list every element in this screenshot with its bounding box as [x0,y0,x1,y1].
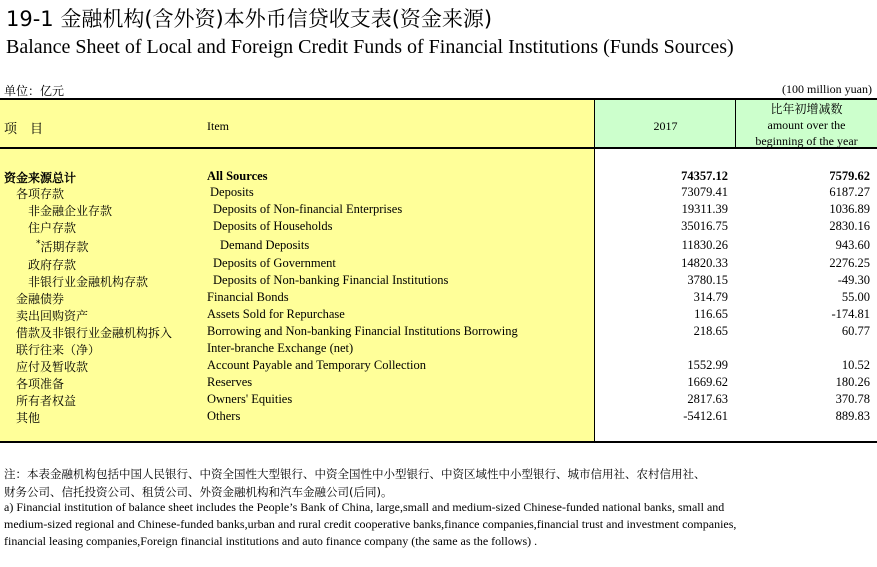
value-2017: 314.79 [693,290,728,304]
value-2017: 1669.62 [687,375,728,389]
table-row [0,272,877,289]
footnote-english-line2: medium-sized regional and Chinese-funded banks,urban and rural credit cooperative banks,finance companies,financial trust and investment companies, [4,517,737,531]
value-change: 370.78 [835,392,870,406]
row-label-english: Assets Sold for Repurchase [207,307,345,321]
value-2017: 218.65 [693,324,728,338]
value-2017: 11830.26 [681,238,728,252]
value-2017: -5412.61 [683,409,728,423]
value-2017: 3780.15 [687,273,728,287]
row-label-chinese: 其他 [16,411,41,425]
table-row [0,237,877,254]
value-change: 10.52 [841,358,870,372]
row-label-english: Deposits of Non-financial Enterprises [213,202,403,216]
row-label-english: All Sources [207,169,268,183]
row-label-english: Deposits of Government [213,256,336,270]
value-change: 6187.27 [829,185,870,199]
footnote-english-line3: financial leasing companies,Foreign financial institutions and auto finance company (the same as the follows) . [4,534,538,548]
header-change-label [736,101,877,149]
value-2017: 73079.41 [681,185,728,199]
header-change-chinese: 比年初增减数 [770,102,843,116]
row-label-english: Borrowing and Non-banking Financial Institutions Borrowing [207,324,518,338]
table-body [0,149,877,443]
row-label-chinese: 各项准备 [16,377,65,391]
table-row [0,374,877,391]
row-label-chinese-text: 活期存款 [40,240,89,254]
footnote-chinese-line2: 财务公司、信托投资公司、租赁公司、外资金融机构和汽车金融公司(后同)。 [4,485,393,499]
value-change: 7579.62 [829,169,870,183]
footnote-marker: * [36,239,41,249]
row-label-chinese: 所有者权益 [16,394,77,408]
table-row [0,289,877,306]
row-label-chinese: 借款及非银行业金融机构拆入 [16,326,173,340]
row-label-chinese: 应付及暂收款 [16,360,89,374]
value-change: 1036.89 [829,202,870,216]
table-row [0,218,877,235]
balance-sheet-table [0,98,877,443]
footnote-chinese-line1: 注：本表金融机构包括中国人民银行、中资全国性大型银行、中资全国性中小型银行、中资区域性中小型银行、城市信用社、农村信用社、 [4,467,706,481]
row-label-chinese: 联行往来（净） [16,343,101,357]
value-change: 889.83 [835,409,870,423]
value-change: -174.81 [831,307,870,321]
row-label-english: Deposits of Households [213,219,333,233]
value-2017: 2817.63 [687,392,728,406]
table-row [0,201,877,218]
value-2017: 19311.39 [681,202,728,216]
unit-label-english: (100 million yuan) [782,82,872,96]
footnote-english-line1: a) Financial institution of balance sheet includes the People’s Bank of China, large,small and medium-sized Chinese-funded national banks, small and [4,500,725,514]
row-label-english: Owners' Equities [207,392,293,406]
table-row [0,340,877,357]
header-change-cell [736,100,877,147]
header-change-english-line1: amount over the [767,118,846,132]
row-label-english: Reserves [207,375,253,389]
row-label-chinese: 卖出回购资产 [16,309,89,323]
header-item-english: Item [207,119,229,133]
row-label-chinese [36,238,89,255]
row-label-english: Demand Deposits [220,238,310,252]
row-label-english: Financial Bonds [207,290,289,304]
row-label-chinese: 政府存款 [28,258,77,272]
value-change: 943.60 [835,238,870,252]
header-year-cell [595,100,736,147]
value-2017: 14820.33 [681,256,728,270]
table-row [0,323,877,340]
table-row [0,168,877,185]
row-label-chinese: 各项存款 [16,187,65,201]
page-title-english: Balance Sheet of Local and Foreign Credit Funds of Financial Institutions (Funds Sources) [6,36,734,58]
table-row [0,255,877,272]
value-change: 2276.25 [829,256,870,270]
header-item-cell [0,100,595,147]
row-label-chinese: 非银行业金融机构存款 [28,275,149,289]
table-row [0,391,877,408]
row-label-chinese: 金融债券 [16,292,65,306]
row-label-english: Deposits [210,185,254,199]
row-label-english: Deposits of Non-banking Financial Institutions [213,273,449,287]
header-year: 2017 [653,119,678,133]
value-2017: 35016.75 [681,219,728,233]
value-2017: 74357.12 [681,169,728,183]
header-item-chinese: 项 目 [4,122,44,137]
page-title-chinese: 19-1 金融机构(含外资)本外币信贷收支表(资金来源) [6,7,493,31]
row-label-chinese: 非金融企业存款 [28,204,113,218]
row-label-english: Others [207,409,241,423]
value-change: 55.00 [841,290,870,304]
row-label-english: Account Payable and Temporary Collection [207,358,426,372]
row-label-chinese: 住户存款 [28,221,77,235]
table-row [0,408,877,425]
value-change: 2830.16 [829,219,870,233]
table-row [0,306,877,323]
value-2017: 116.65 [694,307,728,321]
row-label-english: Inter-branche Exchange (net) [207,341,354,355]
value-change: 60.77 [841,324,870,338]
table-row [0,184,877,201]
header-change-english-line2: beginning of the year [755,134,858,148]
value-2017: 1552.99 [687,358,728,372]
unit-label-chinese: 单位：亿元 [4,84,65,98]
row-label-chinese: 资金来源总计 [4,171,77,185]
table-row [0,357,877,374]
value-change: 180.26 [835,375,870,389]
value-change: -49.30 [837,273,870,287]
table-header [0,98,877,149]
